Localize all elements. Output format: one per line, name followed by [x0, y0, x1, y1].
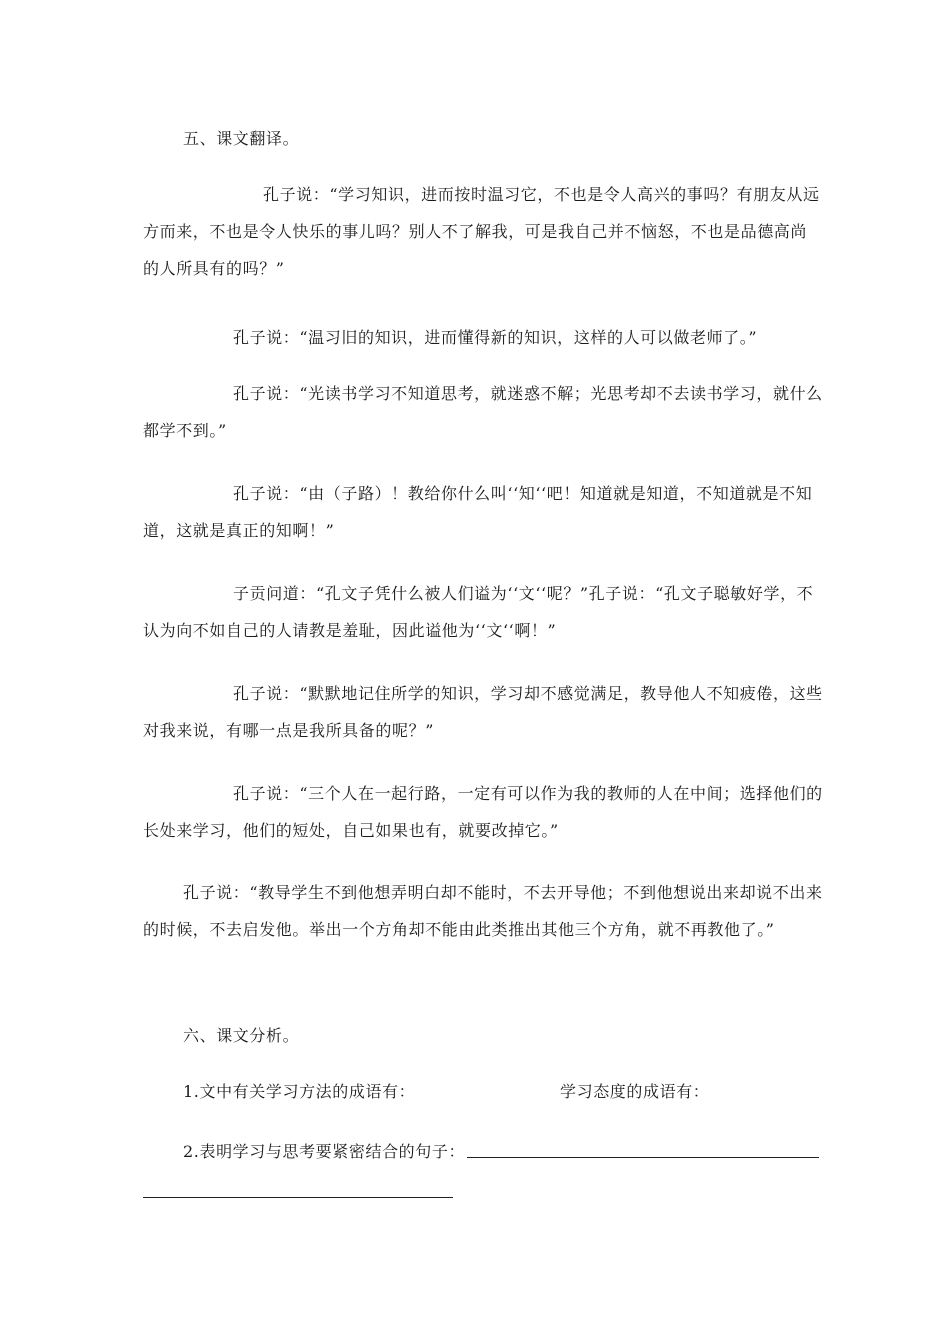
- answer-line-q2[interactable]: [467, 1157, 819, 1158]
- question-2-label: 2.表明学习与思考要紧密结合的句子：: [183, 1142, 466, 1161]
- paragraph-4: 孔子说：“由（子路）！教给你什么叫‘‘知‘‘吧！知道就是知道，不知道就是不知道，这就是真正的知啊！”: [143, 484, 813, 540]
- paragraph-7: 孔子说：“三个人在一起行路，一定有可以作为我的教师的人在中间；选择他们的长处来学习，他们的短处，自己如果也有，就要改掉它。”: [143, 784, 823, 840]
- paragraph-6: 孔子说：“默默地记住所学的知识，学习却不感觉满足，教导他人不知疲倦，这些对我来说，有哪一点是我所具备的呢？”: [143, 684, 823, 740]
- paragraph-5: 子贡问道：“孔文子凭什么被人们谥为‘‘文‘‘呢？”孔子说：“孔文子聪敏好学，不认为向不如自己的人请教是羞耻，因此谥他为‘‘文‘‘啊！”: [143, 584, 814, 640]
- section-heading-translation: 五、课文翻译。: [183, 129, 300, 148]
- question-1-label: 1.文中有关学习方法的成语有：: [183, 1082, 416, 1101]
- section-heading-analysis: 六、课文分析。: [183, 1026, 300, 1045]
- answer-line-q2-continued[interactable]: [143, 1197, 453, 1198]
- paragraph-2: 孔子说：“温习旧的知识，进而懂得新的知识，这样的人可以做老师了。”: [233, 328, 758, 347]
- paragraph-1: 孔子说：“学习知识，进而按时温习它，不也是令人高兴的事吗？有朋友从远方而来，不也是令人快乐的事儿吗？别人不了解我，可是我自己并不恼怒，不也是品德高尚的人所具有的吗？”: [143, 185, 820, 278]
- paragraph-8: 孔子说：“教导学生不到他想弄明白却不能时，不去开导他；不到他想说出来却说不出来的时候，不去启发他。举出一个方角却不能由此类推出其他三个方角，就不再教他了。”: [143, 883, 823, 939]
- paragraph-3: 孔子说：“光读书学习不知道思考，就迷惑不解；光思考却不去读书学习，就什么都学不到。”: [143, 384, 823, 440]
- question-1b-label: 学习态度的成语有：: [560, 1082, 710, 1101]
